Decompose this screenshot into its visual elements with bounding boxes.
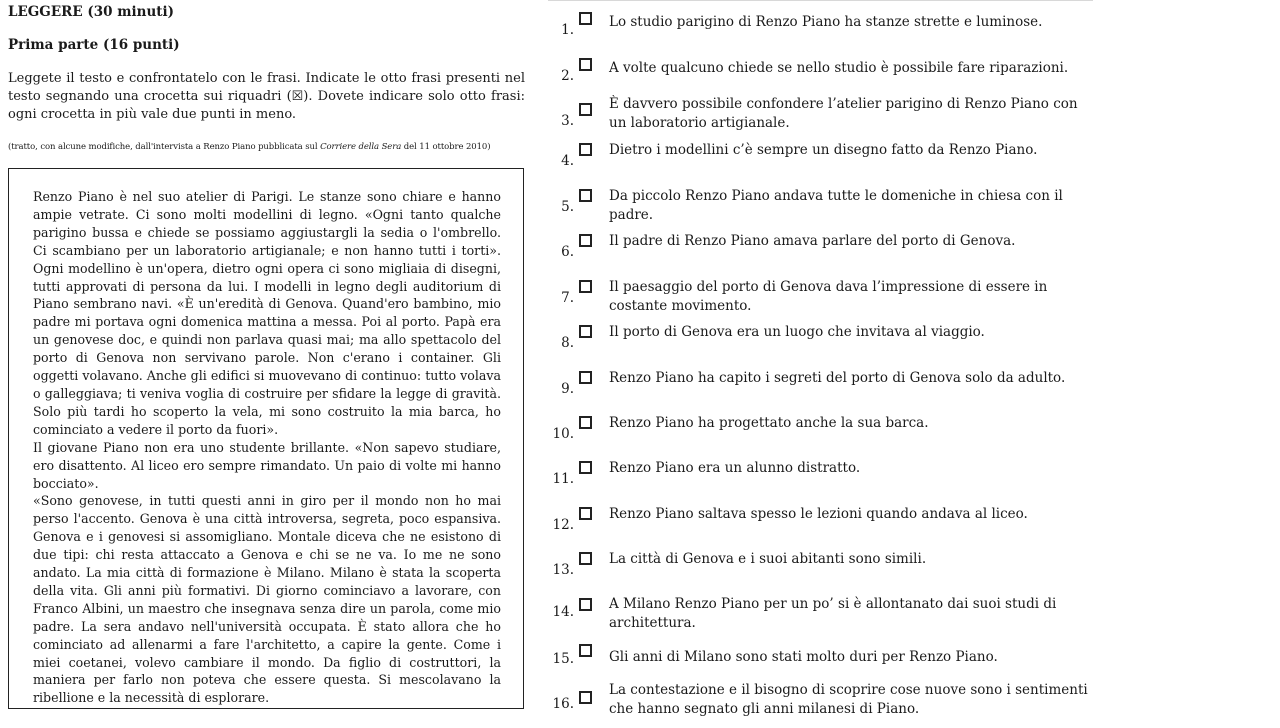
statement-number: 4.	[561, 153, 574, 169]
statement-text: Lo studio parigino di Renzo Piano ha stanze strette e luminose.	[609, 14, 1043, 30]
passage-paragraph: «Sono genovese, in tutti questi anni in giro per il mondo non ho mai perso l'accento. Genova è una città introversa, segreta, poco espansiva. Genova e i genovesi si assomigliano. Montale diceva che ne esistono di due tipi: chi resta attaccato a Genova e chi se ne va. Io me ne sono andato. La mia città di formazione è Milano. Milano è stata la scoperta della vita. Gli anni più formativi. Di giorno cominciavo a lavorare, con Franco Albini, un maestro che insegnava senza dire un parola, come mio padre. La sera andavo nell'università occupata. È stato allora che ho cominciato ad allenarmi a fare l'architetto, a capire la gente. Come i miei coetanei, volevo cambiare il mondo. Da figlio di costruttori, la maniera per farlo non poteva che essere questa. Si mescolavano la ribellione e la necessità di esplorare.	[33, 493, 501, 706]
reading-passage-box	[8, 168, 524, 709]
statement-text: A volte qualcuno chiede se nello studio è possibile fare riparazioni.	[609, 60, 1069, 76]
statement-text: A Milano Renzo Piano per un po’ si è allontanato dai suoi studi di architettura.	[609, 596, 1057, 631]
section-title: LEGGERE (30 minuti)	[8, 4, 175, 20]
statement-text: Gli anni di Milano sono stati molto duri per Renzo Piano.	[609, 649, 998, 665]
statement-text: Il paesaggio del porto di Genova dava l’impressione di essere in costante movimento.	[609, 279, 1048, 314]
statement-item	[550, 96, 1090, 143]
statement-number: 14.	[552, 604, 574, 620]
statement-item	[550, 233, 1090, 280]
statement-item	[550, 370, 1090, 417]
statement-text: Renzo Piano ha capito i segreti del porto di Genova solo da adulto.	[609, 370, 1066, 386]
statement-item	[550, 188, 1090, 235]
statement-number: 7.	[561, 290, 574, 306]
statement-text: Renzo Piano ha progettato anche la sua barca.	[609, 415, 929, 431]
statement-checkbox[interactable]	[579, 189, 592, 202]
statement-checkbox[interactable]	[579, 58, 592, 71]
statement-item	[550, 279, 1090, 326]
statement-checkbox[interactable]	[579, 644, 592, 657]
statement-number: 8.	[561, 335, 574, 351]
statement-text: Il padre di Renzo Piano amava parlare del porto di Genova.	[609, 233, 1016, 249]
statement-checkbox[interactable]	[579, 598, 592, 611]
statement-number: 15.	[552, 651, 574, 667]
statement-checkbox[interactable]	[579, 103, 592, 116]
statement-text: È davvero possibile confondere l’atelier parigino di Renzo Piano con un laboratorio artigianale.	[609, 96, 1078, 131]
statement-checkbox[interactable]	[579, 143, 592, 156]
statement-number: 5.	[561, 199, 574, 215]
statement-checkbox[interactable]	[579, 12, 592, 25]
statement-text: Renzo Piano saltava spesso le lezioni quando andava al liceo.	[609, 506, 1028, 522]
statement-text: La contestazione e il bisogno di scoprire cose nuove sono i sentimenti che hanno segnato gli anni milanesi di Piano.	[609, 682, 1088, 717]
statement-number: 13.	[552, 562, 574, 578]
top-divider	[548, 0, 1093, 1]
statement-item	[550, 324, 1090, 371]
statement-checkbox[interactable]	[579, 234, 592, 247]
statement-item	[550, 12, 1090, 52]
statement-item	[550, 142, 1090, 189]
part-title: Prima parte (16 punti)	[8, 37, 180, 53]
statement-number: 9.	[561, 381, 574, 397]
statement-number: 6.	[561, 244, 574, 260]
passage-paragraph: Il giovane Piano non era uno studente brillante. «Non sapevo studiare, ero disattento. Al liceo ero sempre rimandato. Un paio di volte mi hanno bocciato».	[33, 439, 501, 491]
statement-checkbox[interactable]	[579, 325, 592, 338]
statement-item	[550, 551, 1090, 598]
statement-checkbox[interactable]	[579, 691, 592, 704]
statement-number: 1.	[561, 22, 574, 38]
instructions-text: Leggete il testo e confrontatelo con le frasi. Indicate le otto frasi presenti nel testo segnando una crocetta sui riquadri (☒). Dovete indicare solo otto frasi: ogni crocetta in più vale due punti in meno.	[8, 71, 525, 122]
statement-number: 11.	[552, 471, 574, 487]
passage-paragraph: Renzo Piano è nel suo atelier di Parigi. Le stanze sono chiare e hanno ampie vetrate. Ci sono molti modellini di legno. «Ogni tanto qualche parigino bussa e chiede se possiamo aggiustargli la sedia o l'ombrello. Ci scambiano per un laboratorio artigianale; e non hanno tutti i torti». Ogni modellino è un'opera, dietro ogni opera ci sono migliaia di disegni, tutti approvati di persona da lui. I modelli in legno degli auditorium di Piano sembrano navi. «È un'eredità di Genova. Quand'ero bambino, mio padre mi portava ogni domenica mattina a messa. Poi al porto. Papà era un genovese doc, e quindi non parlava quasi mai; ma allo spettacolo del porto di Genova non servivano parole. Non c'erano i container. Gli oggetti volavano. Anche gli edifici si muovevano di continuo: tutto volava o galleggiava; ti veniva voglia di costruire per sfidare la legge di gravità. Solo più tardi ho scoperto la vela, mi sono costruito la mia barca, ho cominciato a vedere il porto da fuori».	[33, 189, 501, 437]
source-newspaper: Corriere della Sera	[320, 142, 402, 152]
statement-text: Renzo Piano era un alunno distratto.	[609, 460, 861, 476]
statement-checkbox[interactable]	[579, 371, 592, 384]
statement-item	[550, 58, 1090, 98]
statement-text: Dietro i modellini c’è sempre un disegno fatto da Renzo Piano.	[609, 142, 1038, 158]
statement-item	[550, 506, 1090, 553]
source-citation	[8, 141, 528, 153]
statement-item	[550, 682, 1090, 728]
statement-checkbox[interactable]	[579, 416, 592, 429]
statement-number: 3.	[561, 113, 574, 129]
statement-text: La città di Genova e i suoi abitanti sono simili.	[609, 551, 927, 567]
statement-number: 10.	[552, 426, 574, 442]
source-suffix: del 11 ottobre 2010)	[401, 142, 491, 152]
statement-item	[550, 596, 1090, 644]
statement-number: 12.	[552, 517, 574, 533]
statement-checkbox[interactable]	[579, 507, 592, 520]
statement-number: 16.	[552, 696, 574, 712]
statement-text: Il porto di Genova era un luogo che invitava al viaggio.	[609, 324, 985, 340]
statement-item	[550, 460, 1090, 507]
statement-text: Da piccolo Renzo Piano andava tutte le domeniche in chiesa con il padre.	[609, 188, 1063, 223]
statement-number: 2.	[561, 68, 574, 84]
source-prefix: (tratto, con alcune modifiche, dall'intervista a Renzo Piano pubblicata sul	[8, 142, 321, 152]
statement-checkbox[interactable]	[579, 552, 592, 565]
statement-checkbox[interactable]	[579, 280, 592, 293]
statement-checkbox[interactable]	[579, 461, 592, 474]
statement-item	[550, 415, 1090, 462]
